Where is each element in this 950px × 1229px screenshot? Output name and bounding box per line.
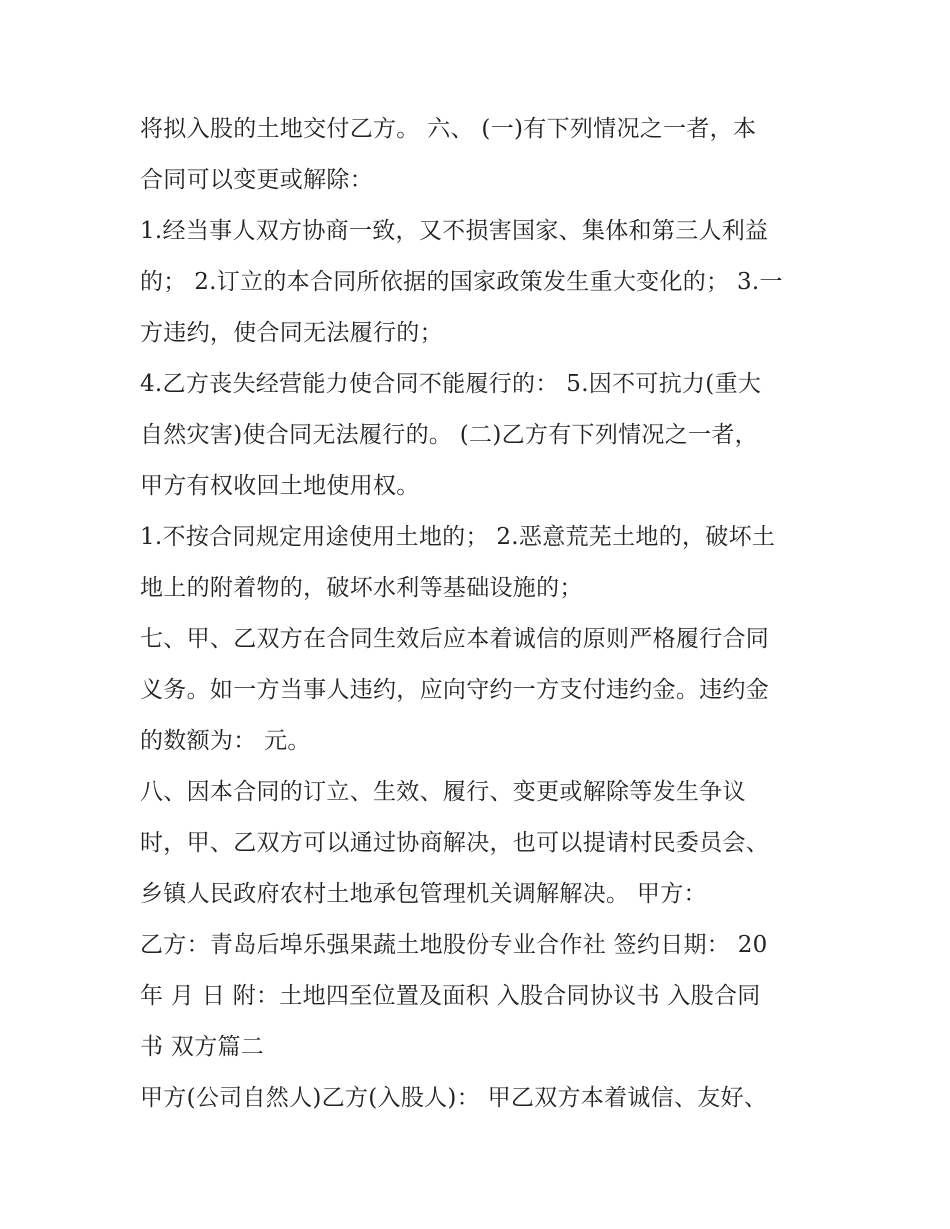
text-line: 1.不按合同规定用途使用土地的； 2.恶意荒芜土地的，破坏土 — [140, 524, 776, 550]
text-line: 自然灾害)使合同无法履行的。 (二)乙方有下列情况之一者， — [140, 422, 758, 448]
text-line: 的数额为： 元。 — [140, 728, 311, 754]
text-line: 书 双方篇二 — [140, 1034, 265, 1060]
text-line: 合同可以变更或解除： — [140, 167, 373, 193]
text-line: 甲方有权收回土地使用权。 — [140, 473, 420, 499]
text-line: 乡镇人民政府农村土地承包管理机关调解解决。 甲方： — [140, 881, 707, 907]
text-line: 七、甲、乙双方在合同生效后应本着诚信的原则严格履行合同 — [140, 626, 770, 652]
text-line: 甲方(公司自然人)乙方(入股人)： 甲乙双方本着诚信、友好、 — [140, 1085, 768, 1111]
text-line: 年 月 日 附：土地四至位置及面积 入股合同协议书 入股合同 — [140, 983, 761, 1009]
text-line: 乙方：青岛后埠乐强果蔬土地股份专业合作社 签约日期： 20 — [140, 932, 768, 958]
text-line: 方违约，使合同无法履行的； — [140, 320, 443, 346]
text-line: 1.经当事人双方协商一致，又不损害国家、集体和第三人利益 — [140, 218, 769, 244]
text-line: 义务。如一方当事人违约，应向守约一方支付违约金。违约金 — [140, 677, 770, 703]
text-line: 将拟入股的土地交付乙方。 六、 (一)有下列情况之一者，本 — [140, 116, 757, 142]
text-line: 时，甲、乙双方可以通过协商解决，也可以提请村民委员会、 — [140, 830, 770, 856]
text-line: 八、因本合同的订立、生效、履行、变更或解除等发生争议 — [140, 779, 746, 805]
text-line: 的； 2.订立的本合同所依据的国家政策发生重大变化的； 3.一 — [140, 269, 783, 295]
text-line: 4.乙方丧失经营能力使合同不能履行的： 5.因不可抗力(重大 — [140, 371, 762, 397]
text-line: 地上的附着物的，破坏水利等基础设施的； — [140, 575, 583, 601]
document-body — [140, 104, 820, 1124]
